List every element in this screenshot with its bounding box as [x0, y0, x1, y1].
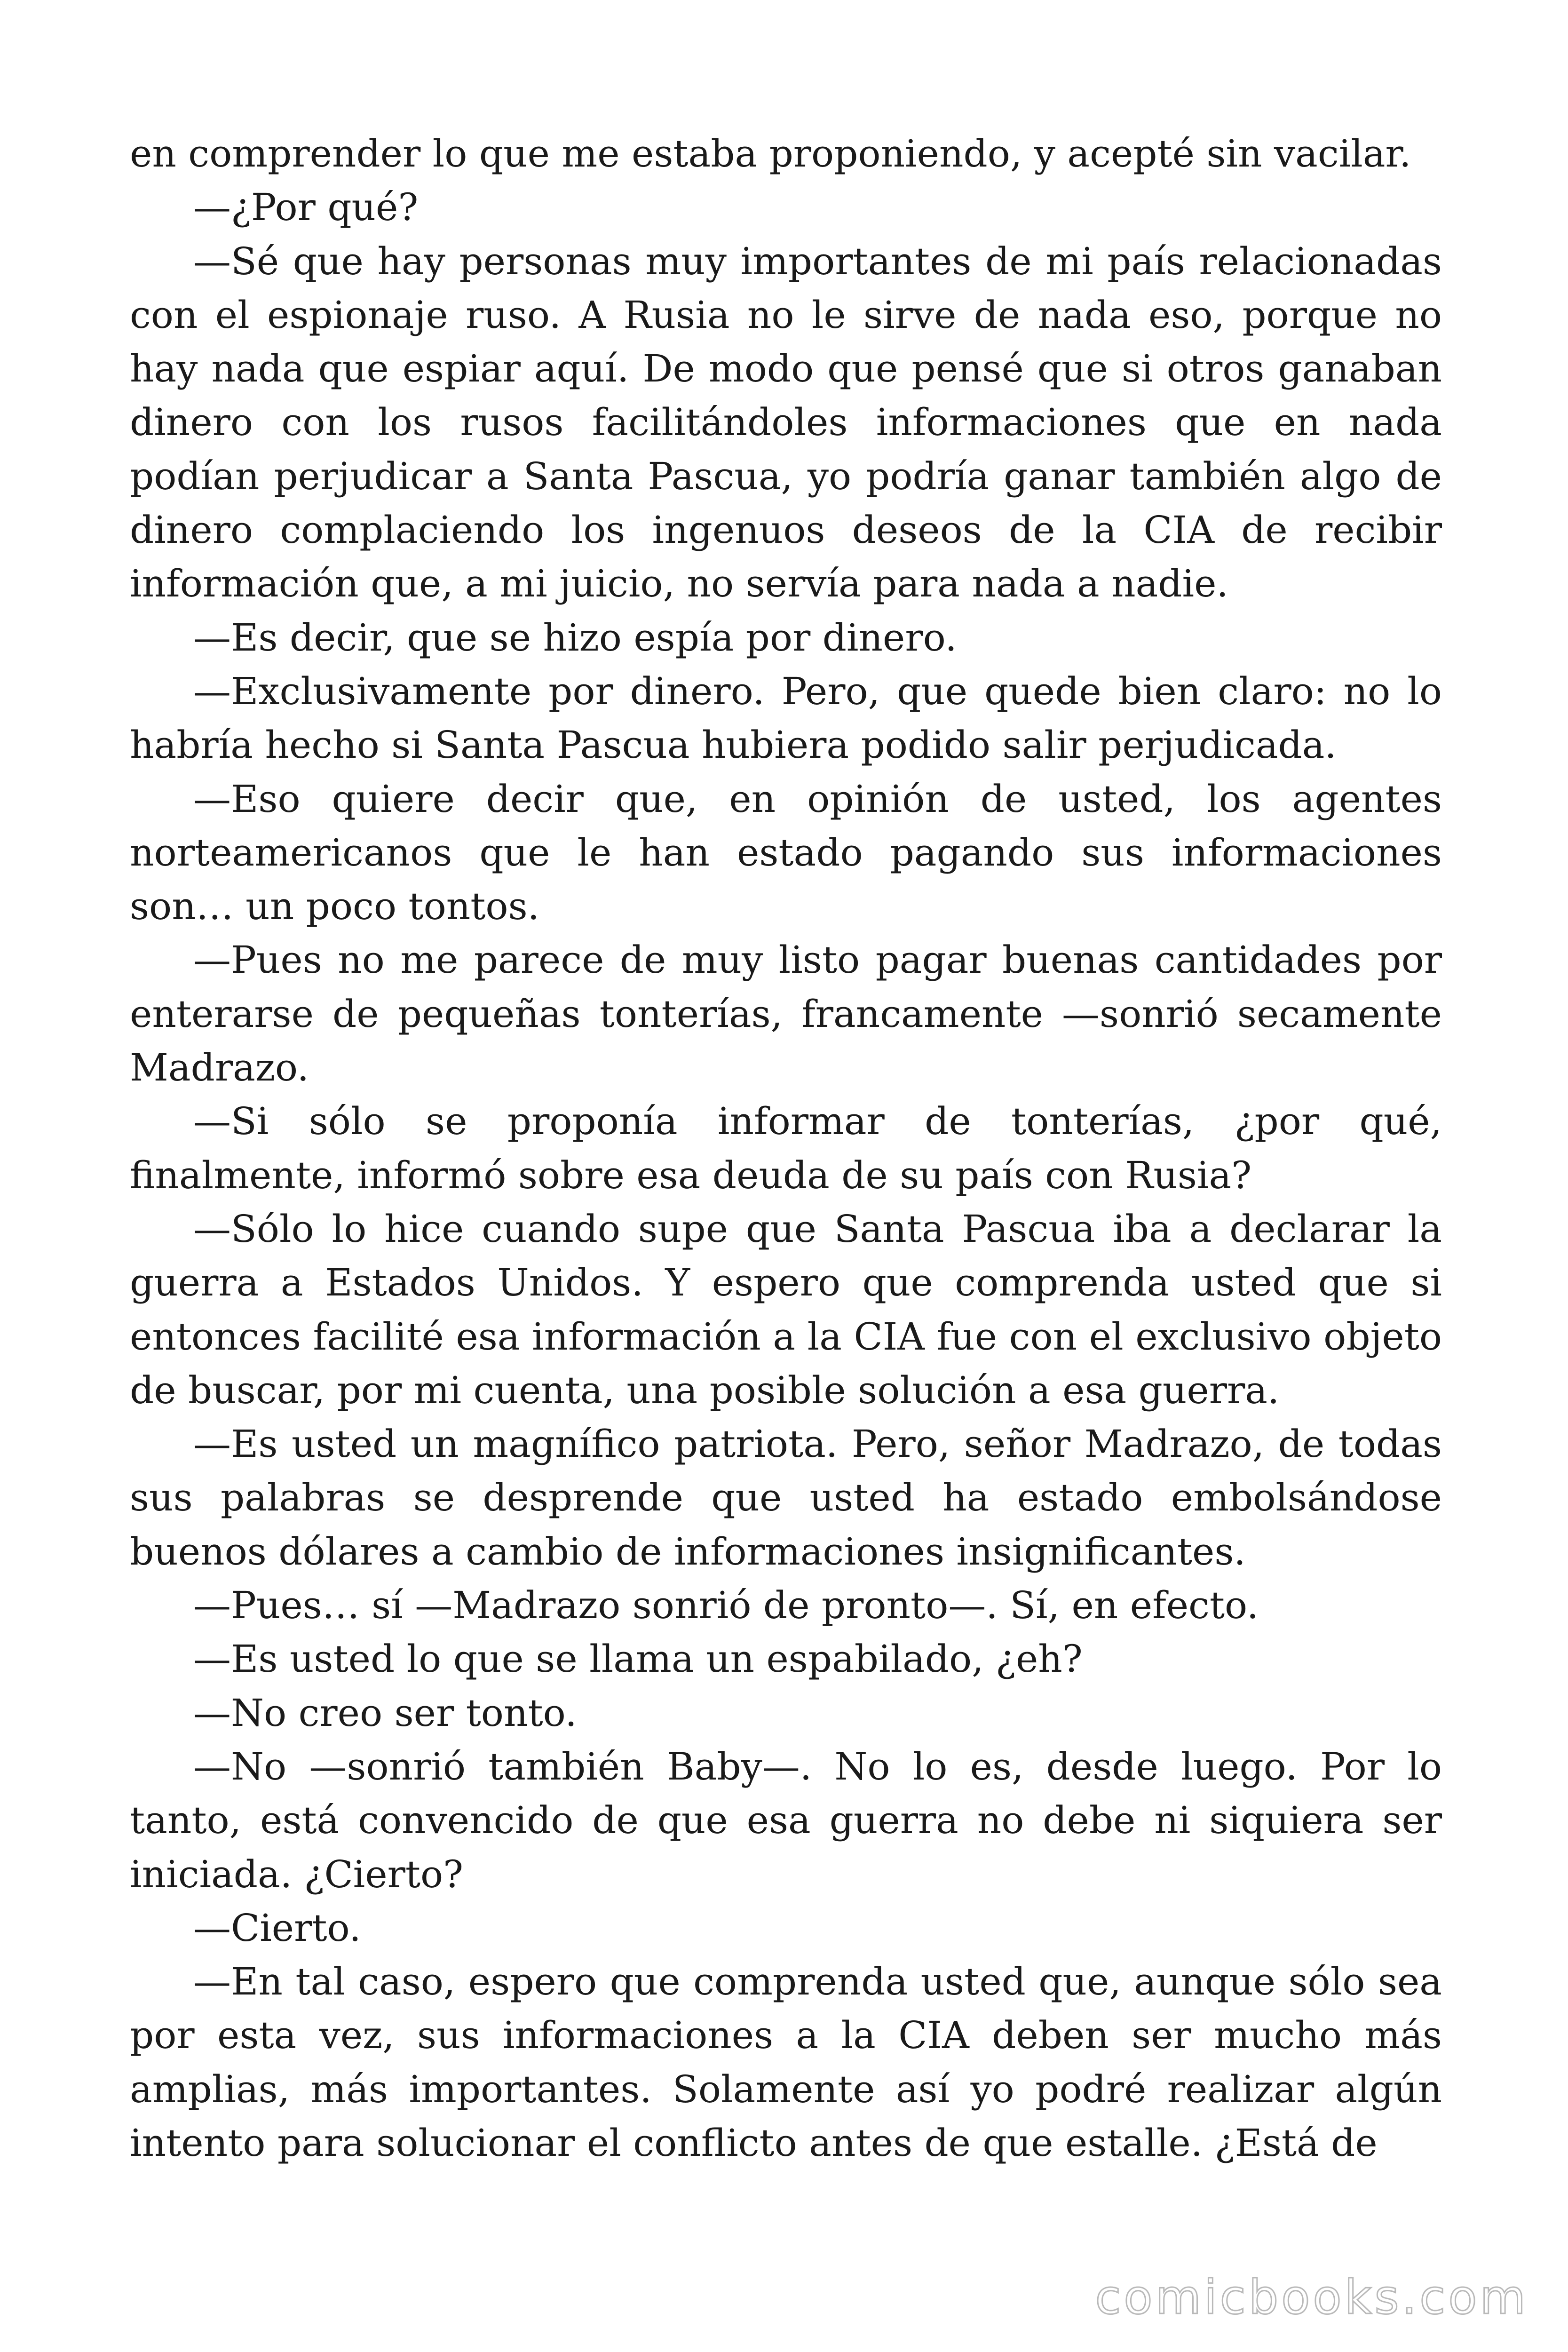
paragraph: —En tal caso, espero que comprenda usted que, aunque sólo sea por esta vez, sus informaciones a la CIA deben ser mucho más amplias, más importantes. Solamente así yo podré realizar algún intento para solucionar el conflicto antes de que estalle. ¿Está de [130, 1960, 1442, 2165]
watermark: comicbooks.com [1095, 2270, 1528, 2325]
paragraph: —Es usted lo que se llama un espabilado, ¿eh? [193, 1637, 1083, 1681]
paragraph: —Es usted un magnífico patriota. Pero, señor Madrazo, de todas sus palabras se desprende que usted ha estado embolsándose buenos dólares a cambio de informaciones insignificantes. [130, 1422, 1442, 1573]
paragraph: —No —sonrió también Baby—. No lo es, desde luego. Por lo tanto, está convencido de que esa guerra no debe ni siquiera ser iniciada. ¿Cierto? [130, 1744, 1442, 1896]
paragraph: —Exclusivamente por dinero. Pero, que quede bien claro: no lo habría hecho si Santa Pascua hubiera podido salir perjudicada. [130, 669, 1442, 767]
paragraph: —Pues no me parece de muy listo pagar buenas cantidades por enterarse de pequeñas tonterías, francamente —sonrió secamente Madrazo. [130, 938, 1442, 1090]
paragraph: —Eso quiere decir que, en opinión de usted, los agentes norteamericanos que le han estado pagando sus informaciones son… un poco tontos. [130, 777, 1442, 929]
paragraph: —¿Por qué? [193, 185, 419, 230]
paragraph: —Sé que hay personas muy importantes de mi país relacionadas con el espionaje ruso. A Rusia no le sirve de nada eso, porque no hay nada que espiar aquí. De modo que pensé que si otros ganaban dinero con los rusos facilitándoles informaciones que en nada podían perjudicar a Santa Pascua, yo podría ganar también algo de dinero complaciendo los ingenuos deseos de la CIA de recibir información que, a mi juicio, no servía para nada a nadie. [130, 239, 1442, 606]
paragraph: —No creo ser tonto. [193, 1691, 577, 1735]
paragraph: —Pues… sí —Madrazo sonrió de pronto—. Sí, en efecto. [193, 1583, 1259, 1628]
book-page-text [130, 127, 1442, 2170]
paragraph: —Sólo lo hice cuando supe que Santa Pascua iba a declarar la guerra a Estados Unidos. Y espero que comprenda usted que si entonces facilité esa información a la CIA fue con el exclusivo objeto de buscar, por mi cuenta, una posible solución a esa guerra. [130, 1207, 1442, 1412]
paragraph: —Es decir, que se hizo espía por dinero. [193, 615, 957, 660]
paragraph: en comprender lo que me estaba proponiendo, y acepté sin vacilar. [130, 132, 1411, 175]
paragraph: —Si sólo se proponía informar de tonterías, ¿por qué, finalmente, informó sobre esa deuda de su país con Rusia? [130, 1099, 1442, 1197]
paragraph: —Cierto. [193, 1906, 361, 1950]
